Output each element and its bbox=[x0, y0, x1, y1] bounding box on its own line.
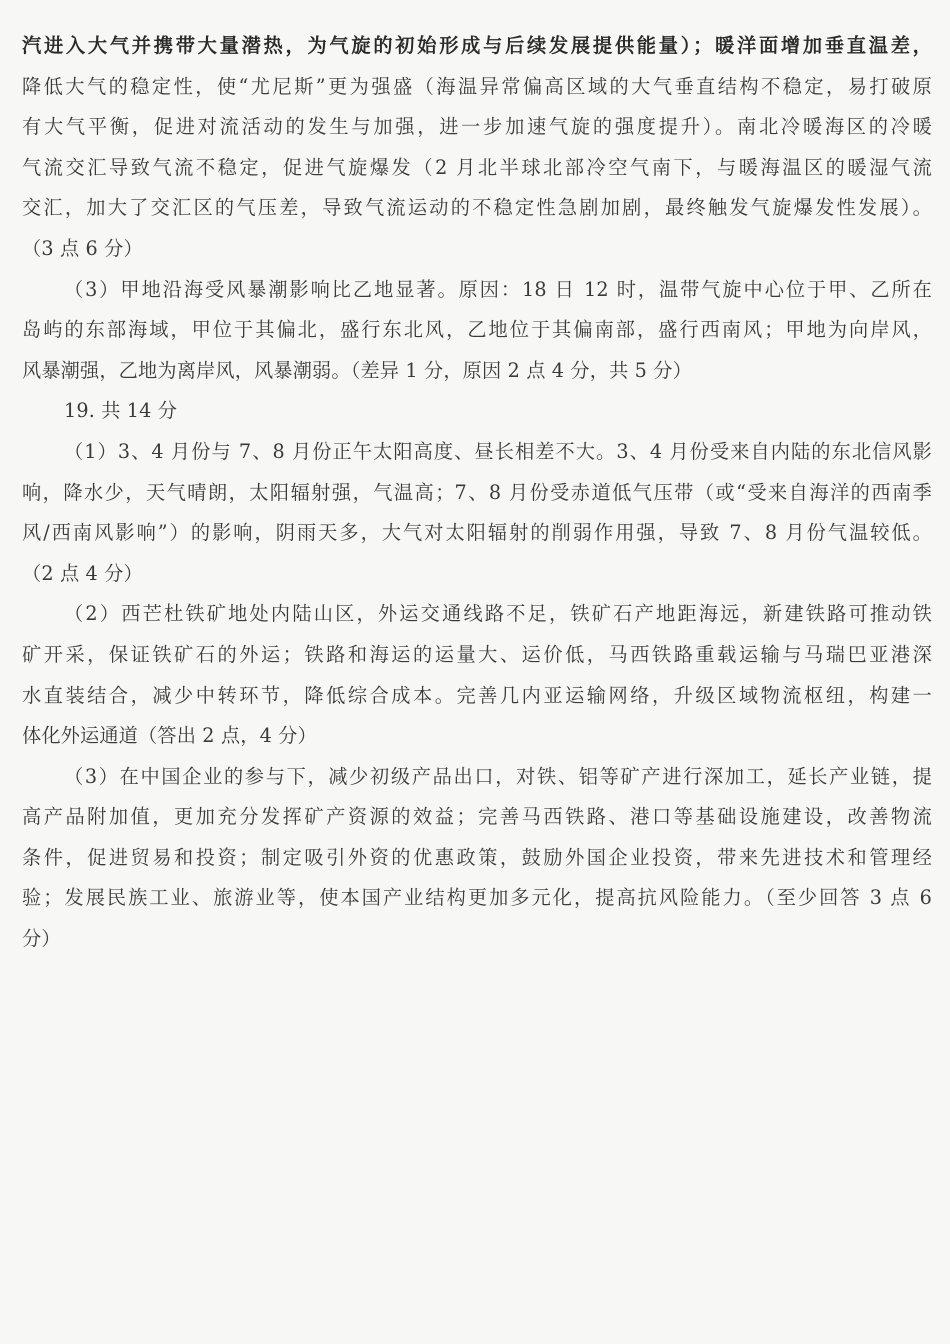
answer-19-2-paragraph bbox=[22, 594, 932, 756]
text-line: （2）西芒杜铁矿地处内陆山区，外运交通线路不足，铁矿石产地距海远，新建铁路可推动铁 bbox=[64, 602, 932, 626]
text-line: 有大气平衡，促进对流活动的发生与加强，进一步加速气旋的强度提升）。南北冷暖海区的冷暖 bbox=[22, 115, 932, 139]
text-line: 交汇，加大了交汇区的气压差，导致气流运动的不稳定性急剧加剧，最终触发气旋爆发性发展）。 bbox=[22, 196, 932, 220]
text-line: 汽进入大气并携带大量潜热，为气旋的初始形成与后续发展提供能量）；暖洋面增加垂直温差， bbox=[22, 34, 932, 57]
text-line: 水直装结合，减少中转环节，降低综合成本。完善几内亚运输网络，升级区域物流枢纽，构建一 bbox=[22, 683, 932, 707]
text-line: （3）甲地沿海受风暴潮影响比乙地显著。原因：18 日 12 时，温带气旋中心位于甲、乙所在 bbox=[64, 277, 932, 301]
text-line: 19. 共 14 分 bbox=[64, 399, 178, 423]
answer-19-3-paragraph bbox=[22, 757, 932, 960]
text-line: （2 点 4 分） bbox=[22, 561, 143, 585]
text-line: （3）在中国企业的参与下，减少初级产品出口，对铁、铝等矿产进行深加工，延长产业链，提 bbox=[64, 764, 932, 788]
answer-18-3-paragraph bbox=[22, 270, 932, 392]
text-line: 响，降水少，天气晴朗，太阳辐射强，气温高；7、8 月份受赤道低气压带（或“受来自海洋的西南季 bbox=[22, 480, 932, 504]
text-line: 条件，促进贸易和投资；制定吸引外资的优惠政策，鼓励外国企业投资，带来先进技术和管理经 bbox=[22, 845, 932, 869]
text-line: （3 点 6 分） bbox=[22, 236, 143, 260]
text-line: 风/西南风影响”）的影响，阴雨天多，大气对太阳辐射的削弱作用强，导致 7、8 月份气温较低。 bbox=[22, 521, 932, 545]
text-line: 岛屿的东部海域，甲位于其偏北，盛行东北风，乙地位于其偏南部，盛行西南风；甲地为向岸风， bbox=[22, 318, 932, 342]
answer-19-1-paragraph bbox=[22, 432, 932, 594]
text-line: 风暴潮强，乙地为离岸风，风暴潮弱。（差异 1 分，原因 2 点 4 分，共 5 分） bbox=[22, 358, 692, 382]
text-line: 降低大气的稳定性，使“尤尼斯”更为强盛（海温异常偏高区域的大气垂直结构不稳定，易打破原 bbox=[22, 74, 932, 98]
answer-text-body bbox=[22, 26, 932, 960]
text-line: 高产品附加值，更加充分发挥矿产资源的效益；完善马西铁路、港口等基础设施建设，改善物流 bbox=[22, 805, 932, 829]
text-line: 验；发展民族工业、旅游业等，使本国产业结构更加多元化，提高抗风险能力。（至少回答 3 点 6 bbox=[22, 886, 932, 910]
text-line: （1）3、4 月份与 7、8 月份正午太阳高度、昼长相差不大。3、4 月份受来自内陆的东北信风影 bbox=[64, 439, 932, 463]
text-line: 体化外运通道（答出 2 点，4 分） bbox=[22, 724, 317, 748]
text-line: 气流交汇导致气流不稳定，促进气旋爆发（2 月北半球北部冷空气南下，与暖海温区的暖湿气流 bbox=[22, 155, 932, 179]
answer-18-2-continued-paragraph bbox=[22, 26, 932, 270]
text-line: 矿开采，保证铁矿石的外运；铁路和海运的运量大、运价低，马西铁路重载运输与马瑞巴亚港深 bbox=[22, 642, 932, 666]
question-19-header-paragraph bbox=[22, 391, 932, 432]
text-line: 分） bbox=[22, 927, 61, 951]
